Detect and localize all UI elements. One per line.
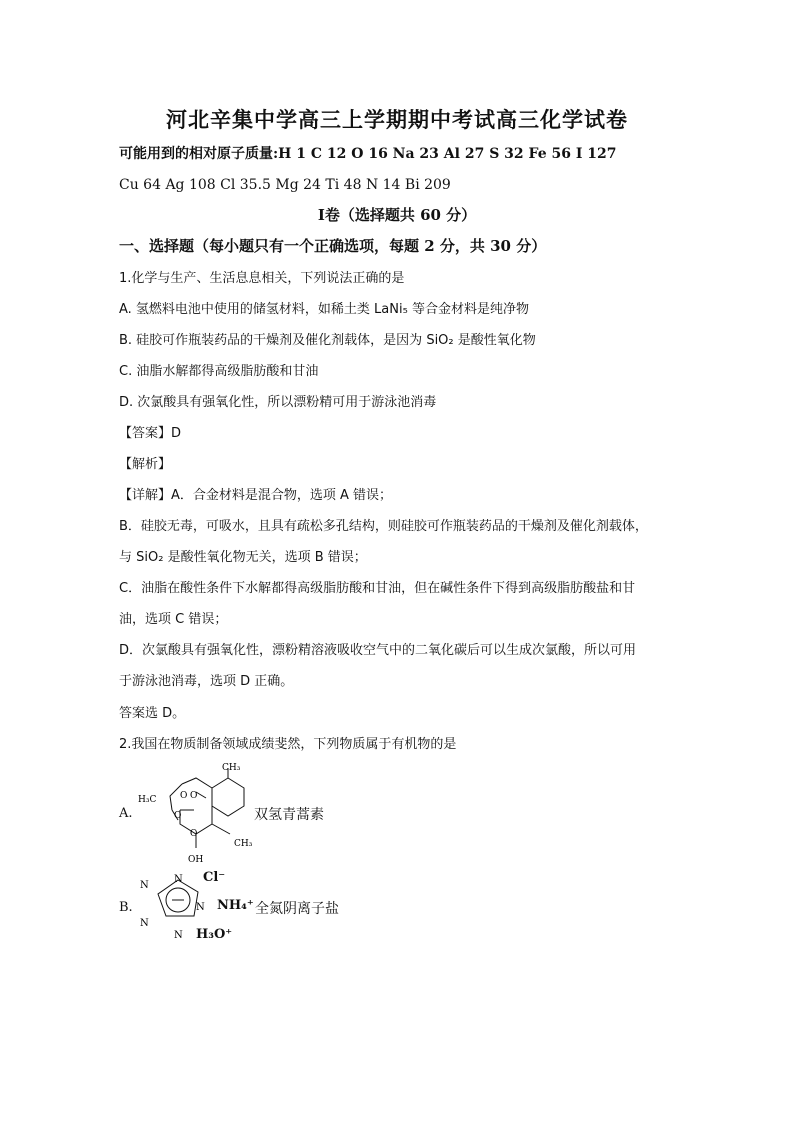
question-1-option-d: D. 次氯酸具有强氧化性，所以漂粉精可用于游泳池消毒 — [119, 395, 437, 410]
pentazolate-caption: 全氮阴离子盐 — [255, 901, 339, 917]
question-1-answer: 【答案】D — [119, 426, 182, 441]
oxygen-label-1: O — [180, 791, 188, 801]
oxygen-label-4: O — [190, 829, 198, 839]
ammonium-ion-label: NH₄⁺ — [217, 898, 254, 913]
question-1-option-c: C. 油脂水解都得高级脂肪酸和甘油 — [119, 364, 319, 379]
question-1-stem: 1.化学与生产、生活息息相关，下列说法正确的是 — [119, 271, 405, 286]
question-1-analysis-heading: 【解析】 — [119, 457, 172, 472]
nitrogen-label-2: N — [196, 902, 205, 913]
page-title: 河北辛集中学高三上学期期中考试高三化学试卷 — [166, 107, 628, 132]
nitrogen-label-5: N — [140, 880, 149, 891]
section-heading: 一、选择题（每小题只有一个正确选项，每题 2 分，共 30 分） — [119, 237, 547, 255]
question-1-option-b: B. 硅胶可作瓶装药品的干燥剂及催化剂载体，是因为 SiO₂ 是酸性氧化物 — [119, 333, 536, 348]
question-1-detail-7: 于游泳池消毒，选项 D 正确。 — [119, 674, 294, 689]
oxygen-label-2: O — [190, 791, 198, 801]
dihydroartemisinin-structure — [138, 758, 263, 870]
question-1-option-a: A. 氢燃料电池中使用的储氢材料，如稀土类 LaNi₅ 等合金材料是纯净物 — [119, 302, 529, 317]
nitrogen-label-1: N — [174, 874, 183, 885]
dihydroartemisinin-caption: 双氢青蒿素 — [254, 807, 324, 823]
ch3-right-label: CH₃ — [234, 839, 253, 849]
question-1-detail-2: B．硅胶无毒，可吸水，且具有疏松多孔结构，则硅胶可作瓶装药品的干燥剂及催化剂载体， — [119, 519, 648, 534]
nitrogen-label-4: N — [140, 918, 149, 929]
question-2-option-a-label: A. — [119, 806, 133, 821]
question-1-detail-6: D．次氯酸具有强氧化性，漂粉精溶液吸收空气中的二氧化碳后可以生成次氯酸，所以可用 — [119, 643, 637, 658]
oh-label: OH — [188, 855, 204, 865]
h3c-label: H₃C — [138, 795, 157, 805]
question-1-detail-5: 油，选项 C 错误； — [119, 612, 228, 627]
relative-atomic-masses-line-2: Cu 64 Ag 108 Cl 35.5 Mg 24 Ti 48 N 14 Bi 209 — [119, 177, 451, 193]
volume-heading: Ⅰ卷（选择题共 60 分） — [317, 206, 477, 224]
question-1-detail-1: 【详解】A．合金材料是混合物，选项 A 错误； — [119, 488, 393, 503]
relative-atomic-masses-line-1: 可能用到的相对原子质量:H 1 C 12 O 16 Na 23 Al 27 S 32 Fe 56 I 127 — [119, 146, 617, 162]
question-1-detail-3: 与 SiO₂ 是酸性氧化物无关，选项 B 错误； — [119, 550, 367, 565]
chloride-ion-label: Cl⁻ — [203, 870, 226, 885]
question-2-stem: 2.我国在物质制备领域成绩斐然，下列物质属于有机物的是 — [119, 737, 457, 752]
oxygen-label-3: O — [174, 811, 182, 821]
ch3-top-label: CH₃ — [222, 763, 241, 773]
question-1-conclusion: 答案选 D。 — [119, 706, 186, 721]
hydronium-ion-label: H₃O⁺ — [196, 927, 233, 942]
nitrogen-label-3: N — [174, 930, 183, 941]
question-1-detail-4: C．油脂在酸性条件下水解都得高级脂肪酸和甘油，但在碱性条件下得到高级脂肪酸盐和甘 — [119, 581, 636, 596]
question-2-option-b-label: B. — [119, 900, 133, 915]
